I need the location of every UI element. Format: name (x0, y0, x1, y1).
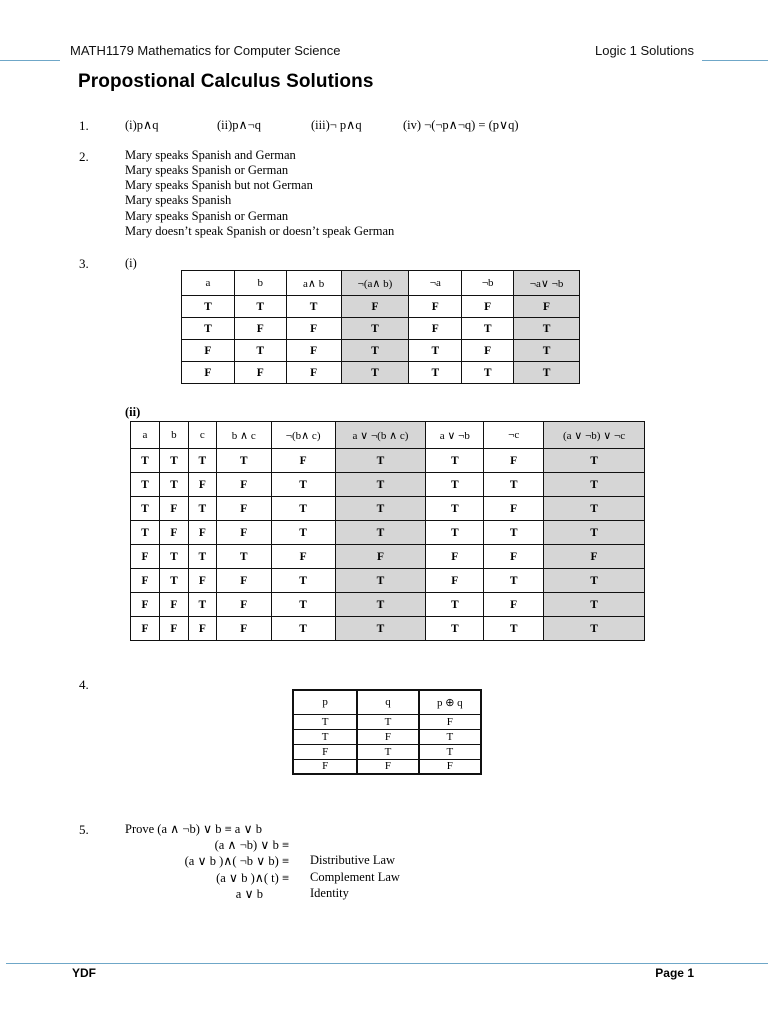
table-cell: F (159, 497, 188, 521)
q5-step-expr: (a ∧ ¬b) ∨ b ≡ (214, 838, 289, 852)
table-cell: T (188, 449, 216, 473)
table-cell: T (544, 497, 645, 521)
table-cell: F (188, 617, 216, 641)
table-cell: F (188, 473, 216, 497)
table-cell: F (426, 545, 484, 569)
table-cell: F (293, 759, 357, 774)
table-cell: T (182, 318, 235, 340)
table-cell: T (426, 521, 484, 545)
table-header-cell: a ∨ ¬b (426, 422, 484, 449)
table-header-cell: ¬c (484, 422, 544, 449)
table-cell: T (544, 521, 645, 545)
table-cell: F (544, 545, 645, 569)
table-cell: T (544, 593, 645, 617)
table-cell: F (462, 340, 514, 362)
table-cell: T (514, 362, 580, 384)
table-row (293, 714, 481, 729)
table-cell: F (131, 593, 160, 617)
table-cell: F (357, 729, 418, 744)
truth-table-3ii (130, 421, 645, 641)
table-cell: T (544, 473, 645, 497)
q2-line: Mary doesn’t speak Spanish or doesn’t speak German (125, 224, 395, 238)
table-cell: T (335, 593, 426, 617)
table-cell: F (462, 296, 514, 318)
table-row (131, 617, 645, 641)
table-cell: F (188, 521, 216, 545)
table-cell: F (131, 617, 160, 641)
table-cell: T (335, 497, 426, 521)
q2-line: Mary speaks Spanish but not German (125, 178, 313, 192)
q2-line: Mary speaks Spanish and German (125, 148, 296, 162)
table-row (293, 759, 481, 774)
table-header-cell: c (188, 422, 216, 449)
table-row (131, 521, 645, 545)
table-cell: T (271, 497, 335, 521)
table-cell: T (419, 729, 481, 744)
table-cell: T (544, 617, 645, 641)
q1-item-2: (ii)p∧¬q (217, 118, 261, 132)
table-row (182, 296, 580, 318)
table-cell: F (335, 545, 426, 569)
table-cell: F (216, 593, 271, 617)
table-header-cell: ¬(a∧ b) (341, 271, 409, 296)
table-header-cell: p (293, 690, 357, 714)
table-cell: T (293, 714, 357, 729)
table-cell: T (484, 521, 544, 545)
q4-number: 4. (79, 677, 89, 692)
q2-line: Mary speaks Spanish (125, 193, 232, 207)
header-doc-title: Logic 1 Solutions (594, 43, 694, 58)
table-cell: T (286, 296, 341, 318)
table-cell: T (335, 473, 426, 497)
table-cell: F (182, 340, 235, 362)
table-cell: T (484, 569, 544, 593)
table-cell: F (216, 497, 271, 521)
q5-step-expr: (a ∨ b )∧( ¬b ∨ b) ≡ (184, 854, 289, 868)
table-cell: F (293, 744, 357, 759)
table-cell: T (188, 545, 216, 569)
footer-author: YDF (72, 966, 96, 980)
table-cell: T (341, 340, 409, 362)
table-cell: T (426, 497, 484, 521)
table-cell: T (335, 521, 426, 545)
table-cell: F (341, 296, 409, 318)
table-header-cell: a (182, 271, 235, 296)
table-cell: T (271, 593, 335, 617)
table-cell: F (159, 593, 188, 617)
table-cell: T (426, 617, 484, 641)
table-cell: T (131, 473, 160, 497)
table-cell: T (426, 593, 484, 617)
table-header-cell: a ∨ ¬(b ∧ c) (335, 422, 426, 449)
table-row (182, 362, 580, 384)
table-cell: T (271, 617, 335, 641)
table-header-cell: b (234, 271, 286, 296)
table-cell: T (544, 569, 645, 593)
table-cell: F (159, 617, 188, 641)
table-cell: F (216, 569, 271, 593)
table-cell: T (514, 318, 580, 340)
table-cell: T (335, 617, 426, 641)
table-cell: T (544, 449, 645, 473)
table-header-cell: ¬b (462, 271, 514, 296)
table-cell: F (216, 521, 271, 545)
table-row (182, 318, 580, 340)
table-cell: F (426, 569, 484, 593)
table-cell: T (462, 362, 514, 384)
table-cell: T (409, 362, 462, 384)
table-cell: T (271, 473, 335, 497)
q3-part-i-label: (i) (125, 256, 137, 270)
q5-step-law: Identity (310, 886, 349, 900)
table-cell: T (159, 449, 188, 473)
table-row (131, 569, 645, 593)
table-cell: T (216, 545, 271, 569)
table-cell: T (357, 714, 418, 729)
header-rule-left (0, 60, 60, 61)
header-rule-right (702, 60, 768, 61)
table-header-cell: b ∧ c (216, 422, 271, 449)
truth-table-3i (181, 270, 580, 384)
table-row (182, 340, 580, 362)
table-cell: F (286, 318, 341, 340)
q1-item-3: (iii)¬ p∧q (311, 118, 362, 132)
table-cell: T (131, 497, 160, 521)
table-cell: T (341, 318, 409, 340)
table-row (131, 593, 645, 617)
table-cell: F (484, 497, 544, 521)
table-cell: T (159, 569, 188, 593)
q5-prove-statement: Prove (a ∧ ¬b) ∨ b ≡ a ∨ b (125, 822, 263, 836)
table-cell: T (341, 362, 409, 384)
table-row (131, 497, 645, 521)
q1-item-1: (i)p∧q (125, 118, 159, 132)
table-header-cell: ¬a (409, 271, 462, 296)
table-cell: T (426, 473, 484, 497)
table-cell: F (271, 545, 335, 569)
table-cell: F (234, 362, 286, 384)
table-cell: T (271, 569, 335, 593)
table-row (293, 729, 481, 744)
table-cell: F (131, 545, 160, 569)
table-cell: F (357, 759, 418, 774)
q2-line: Mary speaks Spanish or German (125, 209, 289, 223)
table-header-cell: b (159, 422, 188, 449)
table-cell: T (188, 497, 216, 521)
page-title: Propostional Calculus Solutions (78, 71, 374, 92)
table-cell: F (514, 296, 580, 318)
table-cell: F (131, 569, 160, 593)
table-header-cell: (a ∨ ¬b) ∨ ¬c (544, 422, 645, 449)
table-cell: T (182, 296, 235, 318)
q1-number: 1. (79, 118, 89, 133)
q2-number: 2. (79, 149, 89, 164)
truth-table-xor (292, 689, 482, 775)
table-header-cell: q (357, 690, 418, 714)
table-cell: T (462, 318, 514, 340)
table-cell: T (426, 449, 484, 473)
header-course-title: MATH1179 Mathematics for Computer Science (70, 43, 341, 58)
table-cell: T (514, 340, 580, 362)
table-cell: T (271, 521, 335, 545)
table-cell: F (409, 296, 462, 318)
table-cell: F (159, 521, 188, 545)
table-cell: F (188, 569, 216, 593)
table-cell: T (484, 473, 544, 497)
table-header-cell: a∧ b (286, 271, 341, 296)
table-cell: T (484, 617, 544, 641)
table-cell: F (271, 449, 335, 473)
table-header-cell: p ⊕ q (419, 690, 481, 714)
table-cell: F (484, 593, 544, 617)
q5-step-expr: a ∨ b (235, 887, 263, 901)
table-header-cell: ¬a∨ ¬b (514, 271, 580, 296)
table-cell: F (286, 340, 341, 362)
q5-step-expr: (a ∨ b )∧( t) ≡ (216, 871, 289, 885)
q1-item-4: (iv) ¬(¬p∧¬q) = (p∨q) (403, 118, 519, 132)
table-cell: T (335, 449, 426, 473)
q5-number: 5. (79, 822, 89, 837)
table-cell: F (234, 318, 286, 340)
table-cell: T (357, 744, 418, 759)
footer-page-number: Page 1 (655, 966, 694, 980)
table-cell: F (216, 617, 271, 641)
table-cell: T (131, 449, 160, 473)
table-header-cell: a (131, 422, 160, 449)
table-cell: T (409, 340, 462, 362)
table-cell: T (293, 729, 357, 744)
table-cell: F (216, 473, 271, 497)
table-cell: T (131, 521, 160, 545)
footer-rule (6, 963, 768, 964)
table-cell: F (409, 318, 462, 340)
table-row (293, 744, 481, 759)
q3-number: 3. (79, 256, 89, 271)
table-cell: F (419, 759, 481, 774)
q3-part-ii-label: (ii) (125, 405, 141, 419)
table-cell: T (188, 593, 216, 617)
q5-step-law: Distributive Law (310, 853, 396, 867)
table-cell: T (216, 449, 271, 473)
table-cell: T (335, 569, 426, 593)
table-cell: F (286, 362, 341, 384)
table-cell: T (234, 340, 286, 362)
table-cell: T (234, 296, 286, 318)
table-cell: F (484, 545, 544, 569)
table-row (131, 449, 645, 473)
table-header-cell: ¬(b∧ c) (271, 422, 335, 449)
table-cell: T (159, 545, 188, 569)
q2-line: Mary speaks Spanish or German (125, 163, 289, 177)
table-row (131, 545, 645, 569)
table-cell: T (159, 473, 188, 497)
table-row (131, 473, 645, 497)
table-cell: F (484, 449, 544, 473)
q5-step-law: Complement Law (310, 870, 400, 884)
table-cell: F (419, 714, 481, 729)
table-cell: F (182, 362, 235, 384)
table-cell: T (419, 744, 481, 759)
